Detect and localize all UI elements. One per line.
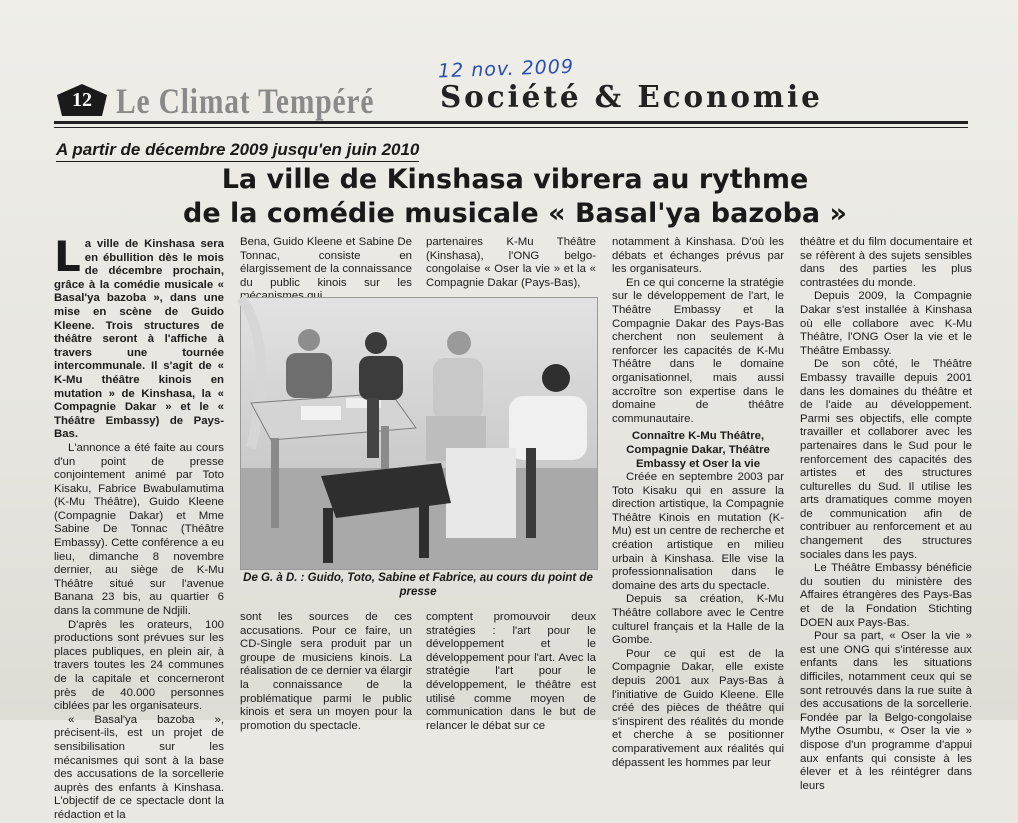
handwritten-date: 12 nov. 2009 <box>437 55 575 83</box>
press-photo-illustration <box>241 298 597 569</box>
photo-caption: De G. à D. : Guido, Toto, Sabine et Fabrice, au cours du point de presse <box>243 572 593 598</box>
header-rule-thin <box>54 127 968 128</box>
article-headline <box>60 163 970 231</box>
paragraph: D'après les orateurs, 100 productions sont prévues sur les places publiques, en plein air, à travers toutes les 24 communes de la capitale et concerneront près de 40.000 personnes ciblées par les organisateurs. <box>54 618 224 713</box>
drop-cap: L <box>54 232 81 281</box>
headline-line-2: de la comédie musicale « Basal'ya bazoba » <box>183 198 847 229</box>
headline-line-1: La ville de Kinshasa vibrera au rythme <box>221 164 809 195</box>
paragraph: L'annonce a été faite au cours d'un point de presse conjointement animé par Toto Kisaku, Fabrice Bwabulamutima (K-Mu Théâtre), Guido Kleene (Compagnie Dakar) et Mme Sabine De Tonnac (Théâtre Embassy). Cette conférence a eu lieu, dimanche 8 novembre dernier, au siège de K-Mu Théâtre situé sur l'avenue Banana 23 bis, au quartier 6 dans la commune de Ndjili. <box>54 441 224 618</box>
article-column-5: théâtre et du film documentaire et se réfèrent à des sujets sensibles dans des parties les plus contrastées du monde. Depuis 2009, la Compagnie Dakar s'est installée à Kinshasa où elle collabore avec K-Mu Théâtre, l'ONG Oser la vie et le Théâtre Embassy. De son côté, le Théâtre Embassy travaille depuis 2001 dans les domaines du théâtre et de l'aide au développement. Parmi ses objectifs, elle compte travailler et collaborer avec les partenaires dans le Sud pour le renforcement des capacités des artistes et des structures culturelles du Sud. Il utilise les arts dramatiques comme moyen de communication afin de contribuer au renforcement et au changement des structures sociales dans les pays. Le Théâtre Embassy bénéficie du soutien du ministère des Affaires étrangères des Pays-Bas et de la Fondation Stichting DOEN aux Pays-Bas. Pour sa part, « Oser la vie » est une ONG qui s'intéresse aux enfants dans les situations difficiles, notamment ceux qui se sont retrouvés dans la rue suite à des accusations de la sorcellerie. Fondée par la Belgo-congolaise Mythe Osumbu, « Oser la vie » dispose d'un programme d'appui aux enfants qui consiste à les élever et à les réintégrer dans leurs <box>800 236 972 792</box>
press-conference-photo <box>240 297 598 570</box>
article-column-2-top: Bena, Guido Kleene et Sabine De Tonnac, consiste en élargissement de la connaissance du public kinois sur les <box>240 236 412 289</box>
article-column-4: notamment à Kinshasa. D'où les débats et échanges prévus par les organisateurs. En ce qui concerne la stratégie sur le développement de l'art, le Théâtre Embassy et la Compagnie Dakar des Pays-Bas cherchent non seulement à renforcer les capacités de K-Mu Théâtre dans le domaine organisationnel, mais aussi accroître son expertise dans le domaine de théâtre communautaire. Connaître K-Mu Théâtre, Compagnie Dakar, Théâtre Embassy et Oser la vie Créée en septembre 2003 par Toto Kisaku qui en assure la direction artistique, la Compagnie Théâtre Kinois en mutation (K-Mu) est un centre de recherche et création artistique en milieu urbain à Kinshasa. Elle vise la professionnalisation dans le domaine des arts du spectacle. Depuis sa création, K-Mu Théâtre collabore avec le Centre culturel français et la Halle de la Gombe. Pour ce qui est de la Compagnie Dakar, elle existe depuis 2001 aux Pays-Bas à l'initiative de Guido Kleene. Elle créé des pièces de théâtre qui s'inspirent des réalités du monde et cherche à se positionner comparativement aux réalités qui dépassent les hommes par leur <box>612 236 784 769</box>
page-number-badge <box>56 83 108 117</box>
header-rule-thick <box>54 121 968 124</box>
paragraph: « Basal'ya bazoba », précisent-ils, est un projet de sensibilisation sur les mécanismes qui sont à la base des accusations de la sorcellerie auprès des enfants à Kinshasa. L'objectif de ce spectacle dont la rédaction et la <box>54 713 224 821</box>
article-column-3-top: partenaires K-Mu Théâtre (Kinshasa), l'ONG belgo-congolaise « Oser la vie » et la « Compagnie Dakar (Pays-Bas), <box>426 236 596 289</box>
lead-paragraph: La ville de Kinshasa sera en ébullition dès le mois de décembre prochain, grâce à la comédie musicale « Basal'ya bazoba », dans une mise en scène de Guido Kleene. Trois structures de théâtre seront à l'affiche à travers une tournée intercommunale. Il s'agit de « K-Mu théâtre kinois en mutation » de Kinshasa, la « Compagnie Dakar » et le « Théâtre Embassy) de Pays-Bas. <box>54 232 224 441</box>
article-column-3-bottom: comptent promouvoir deux stratégies : l'art pour le développement et le développement pour l'art. Avec la stratégie l'art pour le développement, le théâtre est utilisé comme moyen de communication dans le but de relancer le débat sur ce <box>426 611 596 732</box>
article-column-1 <box>54 232 224 823</box>
article-kicker: A partir de décembre 2009 jusqu'en juin 2010 <box>56 140 419 162</box>
article-column-2-bottom: sont les sources de ces accusations. Pour ce faire, un CD-Single sera produit par un groupe de musiciens kinois. La réalisation de ce dernier va élargir la connaissance de la problématique parmi le public kinois et sera un moyen pour la promotion du spectacle. <box>240 611 412 732</box>
article-subheading: Connaître K-Mu Théâtre, Compagnie Dakar, Théâtre Embassy et Oser la vie <box>626 430 770 470</box>
section-title: Société & Economie <box>440 80 823 115</box>
masthead-title: Le Climat Tempéré <box>116 81 375 121</box>
page-number: 12 <box>72 89 92 111</box>
